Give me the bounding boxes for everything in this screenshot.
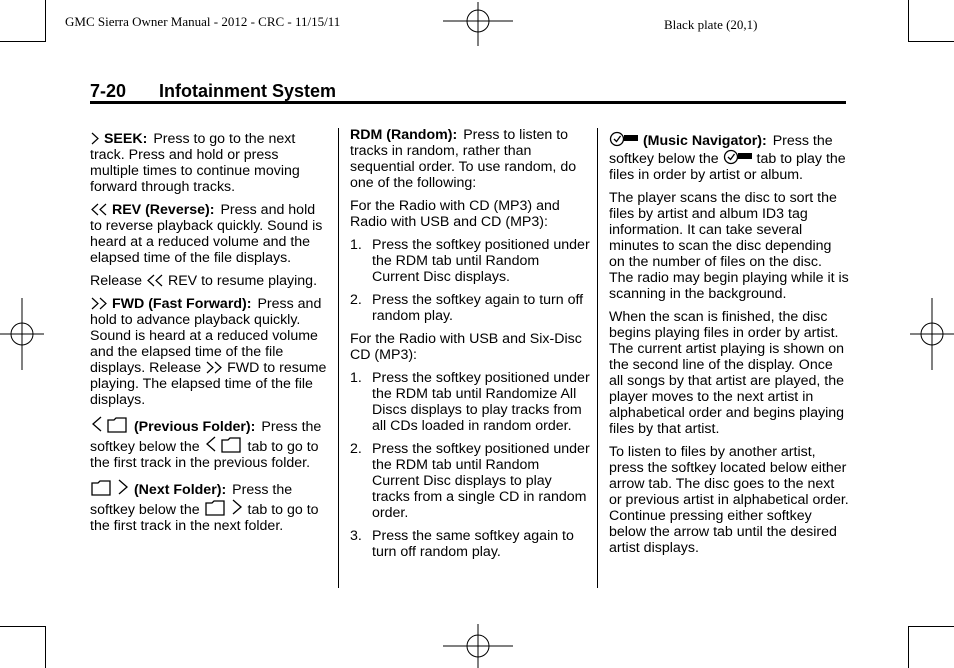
other-artist-paragraph: To listen to files by another artist, press the softkey located below either arrow tab. The disc goes to the next or previous artist in alphabetical order. Continue pressing either softkey below the arrow tab until the desired artist displays. [609, 444, 849, 556]
list-item: 2. Press the softkey positioned under the RDM tab until Random Current Disc displays to play tracks from a single CD in random order. [350, 441, 590, 521]
header-rule [90, 101, 846, 104]
seek-forward-icon [90, 132, 100, 145]
scan-finished-paragraph: When the scan is finished, the disc begins playing files in order by artist. The current artist playing is shown on the second line of the display. Once all songs by that artist are played, the player moves to the next artist in alphabetical order and begins playing files by that artist. [609, 309, 845, 437]
list-item: 2. Press the softkey again to turn off random play. [350, 292, 584, 324]
crop-mark [45, 626, 46, 668]
next-folder-icon [204, 498, 244, 516]
column-right [609, 131, 849, 563]
scan-paragraph: The player scans the disc to sort the files by artist and album ID3 tag information. It can take several minutes to scan the disc depending on the number of files on the disc. The radio may begin playing while it is scanning in the background. [609, 190, 849, 302]
column-divider [338, 128, 339, 588]
rdm-paragraph: RDM (Random): Press to listen to tracks in random, rather than sequential order. To use random, do one of the following: [350, 127, 577, 191]
registration-mark-right [910, 298, 954, 370]
column-left [90, 131, 330, 541]
list-item: 3. Press the same softkey again to turn off random play. [350, 528, 574, 560]
page-title: Infotainment System [159, 81, 337, 101]
music-navigator-paragraph: (Music Navigator): Press the softkey below the tab to play the files in order by artist or album. [609, 133, 846, 183]
crop-mark [908, 0, 909, 42]
column-divider [597, 128, 598, 588]
six-disc-intro: For the Radio with USB and Six-Disc CD (MP3): [350, 331, 582, 363]
prev-folder-paragraph: (Previous Folder): Press the softkey below the tab to go to the first track in the previous folder. [90, 415, 330, 471]
six-disc-steps [350, 370, 590, 560]
mp3-intro: For the Radio with CD (MP3) and Radio with USB and CD (MP3): [350, 198, 560, 230]
music-navigator-icon [723, 149, 753, 165]
fast-forward-icon [90, 297, 108, 310]
previous-folder-icon [204, 435, 244, 453]
plate-label: Black plate (20,1) [664, 17, 758, 32]
list-item: 1. Press the softkey positioned under the RDM tab until Random Current Disc displays. [350, 237, 590, 285]
crop-mark [908, 626, 909, 668]
rev-release-paragraph: Release REV to resume playing. [90, 273, 318, 289]
crop-mark [0, 626, 46, 627]
registration-mark-bottom [443, 624, 513, 668]
manual-header: GMC Sierra Owner Manual - 2012 - CRC - 11/15/11 [65, 14, 341, 29]
registration-mark-top [443, 2, 513, 46]
next-folder-paragraph: (Next Folder): Press the softkey below the tab to go to the first track in the next folder. [90, 478, 330, 534]
page-number: 7-20 [90, 81, 127, 101]
rewind-icon [146, 274, 164, 287]
fwd-paragraph: FWD (Fast Forward): Press and hold to advance playback quickly. Sound is heard at a reduced volume and the elapsed time of the file displays. Release FWD to resume playing. The elapsed time of the file displays. [90, 296, 327, 408]
rev-paragraph: REV (Reverse): Press and hold to reverse playback quickly. Sound is heard at a reduced volume and the elapsed time of the file displays. [90, 202, 323, 266]
crop-mark [908, 41, 954, 42]
crop-mark [45, 0, 46, 42]
column-middle [350, 127, 590, 567]
registration-mark-left [0, 298, 44, 370]
mp3-steps [350, 237, 590, 324]
fast-forward-icon [205, 361, 223, 374]
music-navigator-icon [609, 131, 639, 147]
list-item: 1. Press the softkey positioned under the RDM tab until Randomize All Discs displays to play tracks from all CDs loaded in random order. [350, 370, 590, 434]
previous-folder-icon [90, 415, 130, 433]
crop-mark [908, 626, 954, 627]
next-folder-icon [90, 478, 130, 496]
crop-mark [0, 41, 46, 42]
seek-paragraph: SEEK: Press to go to the next track. Press and hold or press multiple times to continue moving forward through tracks. [90, 131, 300, 195]
rewind-icon [90, 203, 108, 216]
